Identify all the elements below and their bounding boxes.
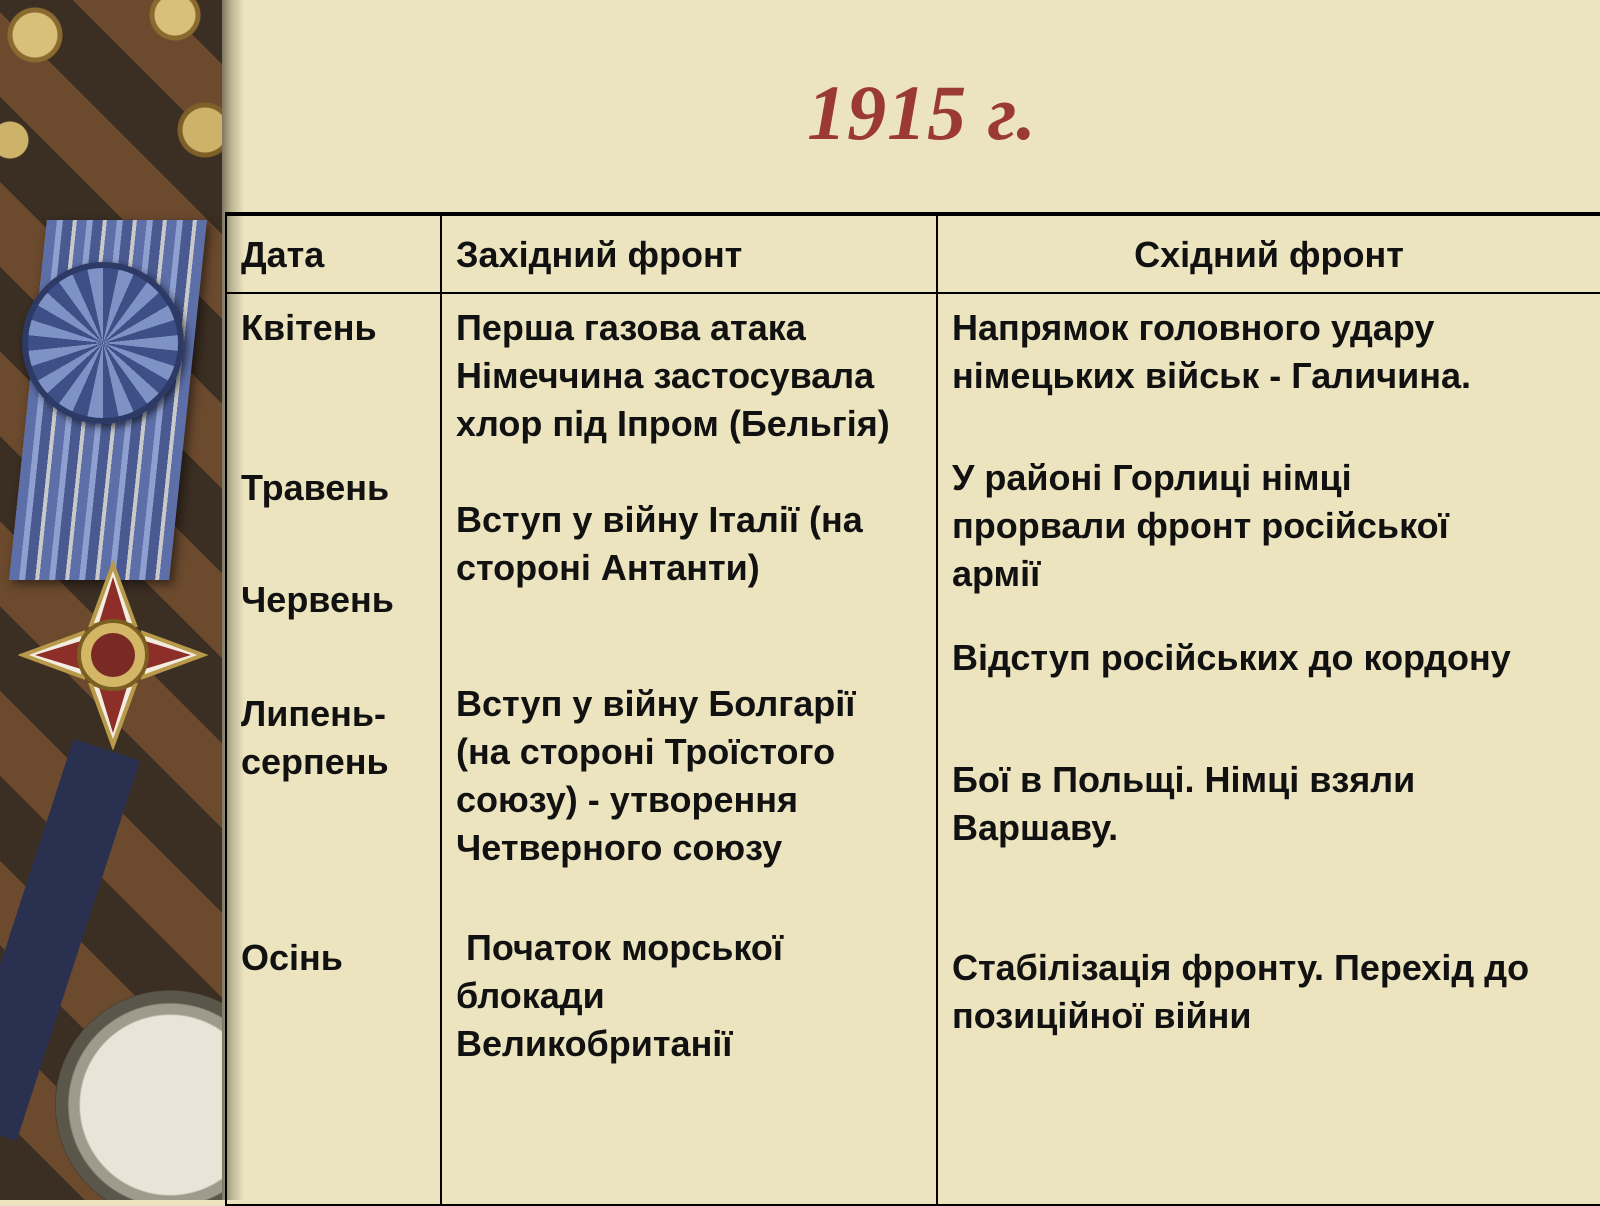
west-event-bulgaria: Вступ у війну Болгарії (на стороні Троїстого союзу) - утворення Четверного союзу: [456, 683, 856, 868]
east-event-gorlice: У районі Горлиці німці прорвали фронт російської армії: [952, 457, 1449, 594]
slide-title: 1915 г.: [807, 69, 1037, 156]
header-west-front: Західний фронт: [441, 214, 937, 293]
west-front-cell: [441, 293, 937, 1205]
east-event-retreat: Відступ російських до кордону: [952, 637, 1511, 678]
date-autumn: Осінь: [241, 937, 343, 978]
rosette-decoration: [22, 262, 184, 424]
fronts-table: [225, 212, 1600, 1206]
compass-decoration: [55, 990, 222, 1200]
east-event-galicia: Напрямок головного удару німецьких військ - Галичина.: [952, 307, 1472, 396]
date-june: Червень: [241, 579, 394, 620]
west-event-italy: Вступ у війну Італії (на стороні Антанти): [456, 499, 863, 588]
table-row: [226, 293, 1600, 1205]
east-event-poland: Бої в Польщі. Німці взяли Варшаву.: [952, 759, 1416, 848]
date-may: Травень: [241, 467, 390, 508]
date-july-august: Липень- серпень: [241, 693, 389, 782]
east-front-cell: [937, 293, 1600, 1205]
header-east-front: Східний фронт: [937, 214, 1600, 293]
header-date: Дата: [226, 214, 441, 293]
date-april: Квітень: [241, 307, 377, 348]
west-event-gas-attack: Перша газова атака Німеччина застосувала хлор під Іпром (Бельгія): [456, 307, 890, 444]
dates-cell: [226, 293, 441, 1205]
west-event-blockade: Початок морської блокади Великобританії: [456, 927, 794, 1064]
table-header-row: [226, 214, 1600, 293]
east-event-stabilization: Стабілізація фронту. Перехід до позиційної війни: [952, 947, 1530, 1036]
medal-cross-icon: [18, 560, 208, 750]
decorative-medal-image: [0, 0, 222, 1200]
